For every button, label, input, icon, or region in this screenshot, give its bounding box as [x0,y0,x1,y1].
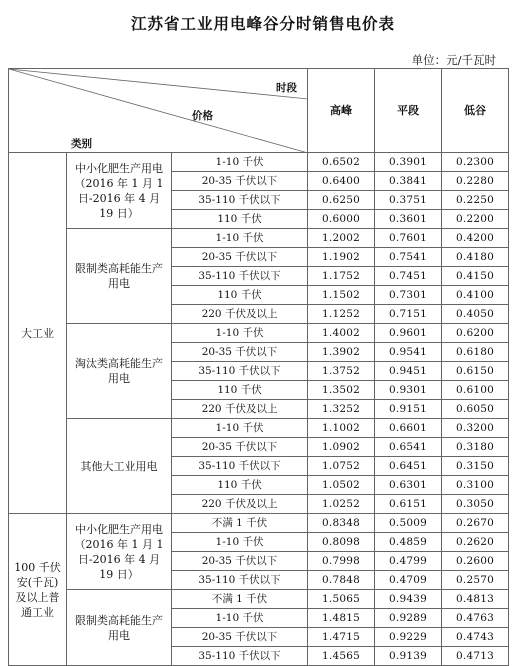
table-row [9,324,509,343]
peak-price-cell: 1.4565 [308,647,375,666]
category-label: 类别 [71,138,92,150]
valley-price-cell: 0.2570 [442,571,509,590]
flat-price-cell: 0.6541 [375,438,442,457]
subgroup-name: 淘汰类高耗能生产用电 [67,324,172,419]
peak-price-cell: 1.3902 [308,343,375,362]
valley-price-cell: 0.3050 [442,495,509,514]
subgroup-name: 限制类高耗能生产用电 [67,590,172,666]
voltage-cell: 20-35 千伏以下 [172,438,308,457]
voltage-cell: 110 千伏 [172,476,308,495]
subgroup-name: 限制类高耗能生产用电 [67,229,172,324]
flat-price-cell: 0.6301 [375,476,442,495]
peak-price-cell: 1.0752 [308,457,375,476]
peak-price-cell: 1.0252 [308,495,375,514]
header-row [9,69,509,153]
flat-price-cell: 0.4799 [375,552,442,571]
voltage-cell: 20-35 千伏以下 [172,628,308,647]
voltage-cell: 35-110 千伏以下 [172,457,308,476]
subgroup-name: 其他大工业用电 [67,419,172,514]
peak-price-cell: 1.1252 [308,305,375,324]
unit-label: 单位：元/千瓦时 [411,53,496,67]
flat-price-cell: 0.4859 [375,533,442,552]
flat-price-cell: 0.9289 [375,609,442,628]
valley-price-cell: 0.4763 [442,609,509,628]
peak-price-cell: 1.1502 [308,286,375,305]
peak-price-cell: 1.3252 [308,400,375,419]
group-name: 大工业 [9,153,67,514]
table-row [9,514,509,533]
voltage-cell: 110 千伏 [172,381,308,400]
flat-price-cell: 0.4709 [375,571,442,590]
subgroup-name: 中小化肥生产用电（2016 年 1 月 1 日-2016 年 4 月 19 日） [67,514,172,590]
flat-price-cell: 0.6601 [375,419,442,438]
valley-price-cell: 0.4050 [442,305,509,324]
peak-price-cell: 0.6400 [308,172,375,191]
valley-price-cell: 0.2250 [442,191,509,210]
valley-price-cell: 0.3100 [442,476,509,495]
valley-price-cell: 0.4713 [442,647,509,666]
flat-price-cell: 0.5009 [375,514,442,533]
peak-price-cell: 1.4815 [308,609,375,628]
valley-price-cell: 0.2600 [442,552,509,571]
flat-price-cell: 0.9439 [375,590,442,609]
valley-price-cell: 0.4813 [442,590,509,609]
group-name: 100 千伏安(千瓦)及以上普通工业 [9,514,67,666]
table-row [9,419,509,438]
voltage-cell: 110 千伏 [172,286,308,305]
valley-price-cell: 0.4200 [442,229,509,248]
flat-price-cell: 0.9229 [375,628,442,647]
valley-price-cell: 0.6180 [442,343,509,362]
flat-price-cell: 0.7301 [375,286,442,305]
voltage-cell: 1-10 千伏 [172,609,308,628]
voltage-cell: 110 千伏 [172,210,308,229]
table-row [9,229,509,248]
voltage-cell: 1-10 千伏 [172,229,308,248]
peak-price-cell: 1.1902 [308,248,375,267]
flat-price-cell: 0.3901 [375,153,442,172]
flat-price-cell: 0.3841 [375,172,442,191]
subgroup-name: 中小化肥生产用电（2016 年 1 月 1 日-2016 年 4 月 19 日） [67,153,172,229]
valley-price-cell: 0.2670 [442,514,509,533]
time-period-label: 时段 [276,82,298,94]
flat-price-cell: 0.9541 [375,343,442,362]
peak-price-cell: 0.8348 [308,514,375,533]
table-row [9,590,509,609]
voltage-cell: 220 千伏及以上 [172,400,308,419]
peak-price-cell: 1.4715 [308,628,375,647]
valley-header: 低谷 [442,69,509,153]
valley-price-cell: 0.3180 [442,438,509,457]
peak-price-cell: 1.5065 [308,590,375,609]
flat-header: 平段 [375,69,442,153]
voltage-cell: 1-10 千伏 [172,419,308,438]
price-table-body [9,69,509,666]
diagonal-lines [9,69,308,153]
table-row [9,153,509,172]
price-table [8,68,509,666]
flat-price-cell: 0.9139 [375,647,442,666]
diagonal-header-cell [9,69,308,153]
valley-price-cell: 0.4743 [442,628,509,647]
flat-price-cell: 0.3601 [375,210,442,229]
voltage-cell: 1-10 千伏 [172,153,308,172]
peak-price-cell: 1.3752 [308,362,375,381]
flat-price-cell: 0.7451 [375,267,442,286]
flat-price-cell: 0.7151 [375,305,442,324]
flat-price-cell: 0.7601 [375,229,442,248]
flat-price-cell: 0.6151 [375,495,442,514]
peak-price-cell: 1.0902 [308,438,375,457]
valley-price-cell: 0.4180 [442,248,509,267]
flat-price-cell: 0.9301 [375,381,442,400]
peak-price-cell: 1.0502 [308,476,375,495]
voltage-cell: 1-10 千伏 [172,324,308,343]
valley-price-cell: 0.3200 [442,419,509,438]
peak-price-cell: 0.6502 [308,153,375,172]
voltage-cell: 220 千伏及以上 [172,495,308,514]
voltage-cell: 不满 1 千伏 [172,514,308,533]
valley-price-cell: 0.2620 [442,533,509,552]
flat-price-cell: 0.9601 [375,324,442,343]
voltage-cell: 35-110 千伏以下 [172,191,308,210]
peak-price-cell: 1.2002 [308,229,375,248]
flat-price-cell: 0.9451 [375,362,442,381]
valley-price-cell: 0.3150 [442,457,509,476]
valley-price-cell: 0.6150 [442,362,509,381]
valley-price-cell: 0.2200 [442,210,509,229]
price-label: 价格 [192,110,213,122]
flat-price-cell: 0.3751 [375,191,442,210]
peak-price-cell: 1.1752 [308,267,375,286]
voltage-cell: 35-110 千伏以下 [172,571,308,590]
valley-price-cell: 0.4100 [442,286,509,305]
voltage-cell: 35-110 千伏以下 [172,647,308,666]
valley-price-cell: 0.4150 [442,267,509,286]
peak-price-cell: 0.6000 [308,210,375,229]
flat-price-cell: 0.9151 [375,400,442,419]
voltage-cell: 35-110 千伏以下 [172,267,308,286]
peak-price-cell: 1.4002 [308,324,375,343]
voltage-cell: 220 千伏及以上 [172,305,308,324]
valley-price-cell: 0.6100 [442,381,509,400]
voltage-cell: 1-10 千伏 [172,533,308,552]
flat-price-cell: 0.7541 [375,248,442,267]
peak-price-cell: 0.7998 [308,552,375,571]
voltage-cell: 20-35 千伏以下 [172,172,308,191]
valley-price-cell: 0.2280 [442,172,509,191]
peak-price-cell: 1.1002 [308,419,375,438]
voltage-cell: 35-110 千伏以下 [172,362,308,381]
valley-price-cell: 0.2300 [442,153,509,172]
peak-header: 高峰 [308,69,375,153]
voltage-cell: 20-35 千伏以下 [172,248,308,267]
peak-price-cell: 0.6250 [308,191,375,210]
peak-price-cell: 0.8098 [308,533,375,552]
valley-price-cell: 0.6050 [442,400,509,419]
page-title: 江苏省工业用电峰谷分时销售电价表 [130,15,395,33]
voltage-cell: 不满 1 千伏 [172,590,308,609]
peak-price-cell: 1.3502 [308,381,375,400]
valley-price-cell: 0.6200 [442,324,509,343]
flat-price-cell: 0.6451 [375,457,442,476]
voltage-cell: 20-35 千伏以下 [172,343,308,362]
peak-price-cell: 0.7848 [308,571,375,590]
voltage-cell: 20-35 千伏以下 [172,552,308,571]
